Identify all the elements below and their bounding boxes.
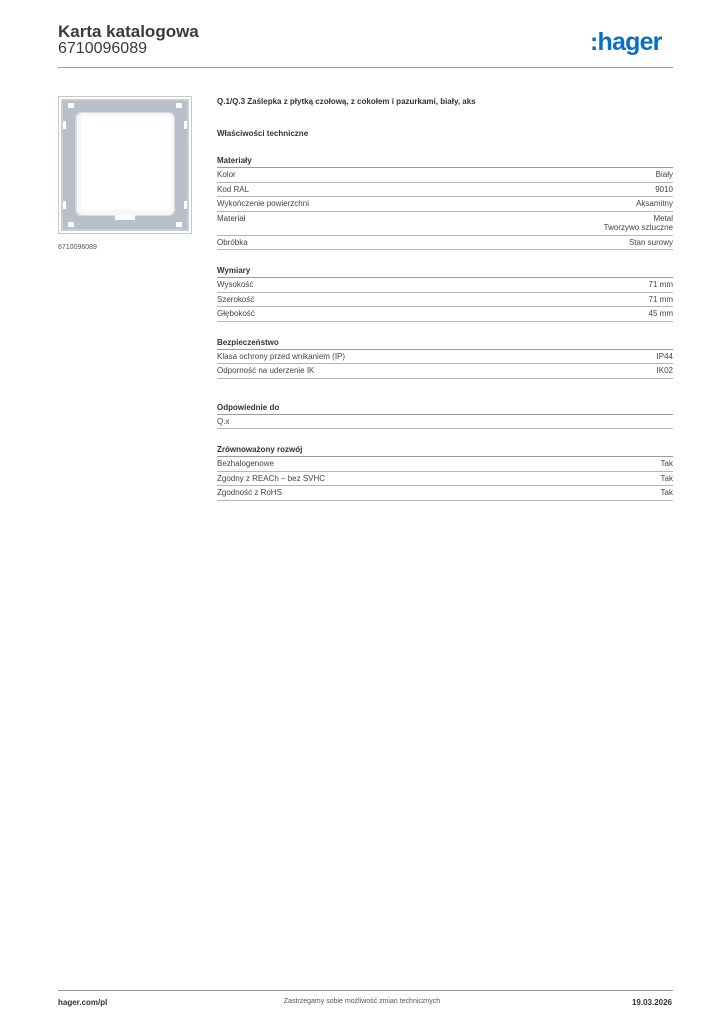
- properties-heading: Właściwości techniczne: [217, 129, 309, 138]
- spec-value: 9010: [655, 184, 673, 194]
- section-safety: [217, 336, 673, 379]
- spec-label: Zgodność z RoHS: [217, 488, 282, 497]
- image-caption: 6710096089: [58, 244, 97, 251]
- section-title: Materiały: [217, 154, 673, 168]
- spec-value: 71 mm: [648, 280, 673, 289]
- spec-label: Klasa ochrony przed wnikaniem (IP): [217, 351, 346, 361]
- spec-value-multi: [604, 214, 673, 233]
- logo-text: :hager: [590, 28, 662, 56]
- spec-row: [217, 364, 673, 379]
- spec-label: Szerokość: [217, 294, 255, 304]
- product-title: Q.1/Q.3 Zaślepka z płytką czołową, z cokołem i pazurkami, biały, aks: [217, 97, 476, 106]
- spec-row: [217, 278, 673, 293]
- spec-label: Kod RAL: [217, 184, 250, 194]
- page-title: Karta katalogowa: [58, 22, 199, 41]
- spec-row: [217, 486, 673, 501]
- product-image: [58, 96, 192, 234]
- spec-row: [217, 236, 673, 251]
- header-divider: [58, 67, 673, 68]
- spec-label: Odporność na uderzenie IK: [217, 366, 315, 375]
- spec-label: Zgodny z REACh – bez SVHC: [217, 473, 326, 483]
- blank-plate-image: [59, 97, 191, 233]
- spec-value: IP44: [656, 351, 673, 361]
- spec-value: Metal: [653, 213, 673, 223]
- spec-label: Kolor: [217, 170, 236, 179]
- spec-row: [217, 183, 673, 198]
- section-title: Bezpieczeństwo: [217, 336, 673, 350]
- section-title: Zrównoważony rozwój: [217, 443, 673, 457]
- spec-label: Wykończenie powierzchni: [217, 199, 309, 208]
- spec-label: Wysokość: [217, 280, 254, 289]
- spec-row: [217, 457, 673, 472]
- spec-value: Biały: [655, 170, 673, 179]
- section-title: Odpowiednie do: [217, 401, 673, 415]
- spec-row: [217, 350, 673, 365]
- spec-label: Obróbka: [217, 237, 248, 247]
- footer-date: 19.03.2026: [631, 998, 672, 1007]
- footer-divider: [58, 990, 673, 991]
- spec-value: Stan surowy: [628, 237, 673, 247]
- spec-value: Tak: [660, 488, 673, 497]
- spec-row: [217, 415, 673, 430]
- spec-value: 71 mm: [648, 294, 673, 304]
- section-dimensions: [217, 264, 673, 322]
- footer-website-link[interactable]: hager.com/pl: [58, 998, 108, 1007]
- spec-value: Aksamitny: [636, 199, 673, 208]
- section-title: Wymiary: [217, 264, 673, 278]
- section-sustainability: [217, 443, 673, 501]
- spec-label: Głębokość: [217, 309, 255, 318]
- spec-row: [217, 168, 673, 183]
- spec-label: Q.x: [217, 416, 230, 426]
- spec-value: IK02: [656, 366, 673, 375]
- spec-row: [217, 307, 673, 322]
- spec-row: [217, 197, 673, 212]
- footer-disclaimer: Zastrzegamy sobie możliwość zmian technicznych: [283, 998, 441, 1005]
- spec-row: [217, 212, 673, 236]
- spec-label: Materiał: [217, 213, 246, 223]
- spec-row: [217, 293, 673, 308]
- hager-logo: [590, 28, 676, 58]
- spec-label: Bezhalogenowe: [217, 459, 274, 468]
- section-materials: [217, 154, 673, 250]
- spec-row: [217, 472, 673, 487]
- spec-value: Tworzywo sztuczne: [603, 223, 673, 232]
- product-details: [217, 96, 673, 501]
- spec-value: Tak: [660, 459, 673, 468]
- spec-value: 45 mm: [648, 309, 673, 318]
- article-number: 6710096089: [58, 40, 147, 57]
- section-suitable-for: [217, 401, 673, 430]
- spec-value: Tak: [660, 473, 673, 483]
